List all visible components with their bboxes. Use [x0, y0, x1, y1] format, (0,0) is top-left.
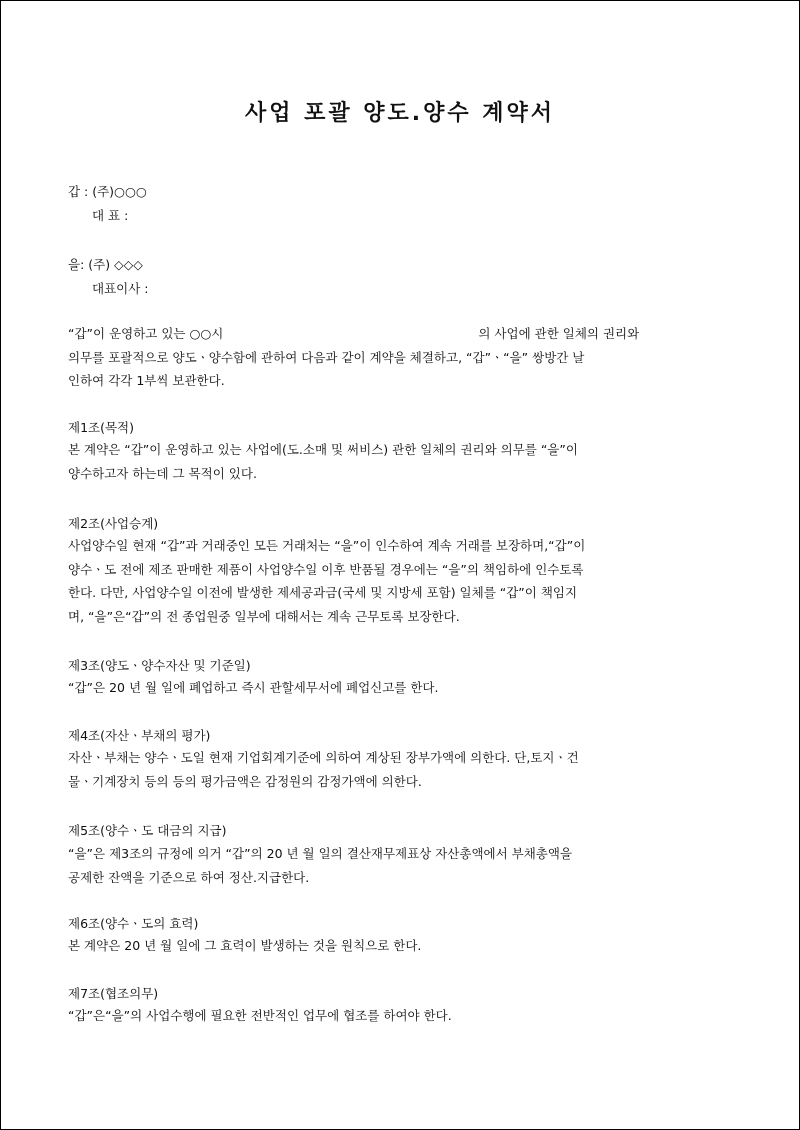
party-a-name: 갑 : (주)○○○	[68, 184, 147, 199]
article-line: 양수하고자 하는데 그 목적이 있다.	[68, 465, 257, 481]
article-line: 물ㆍ기계장치 등의 등의 평가금액은 감정원의 감정가액에 의한다.	[68, 773, 422, 789]
article-3-heading: 제3조(양도ㆍ양수자산 및 기준일)	[68, 658, 251, 673]
preamble-part-2: 의 사업에 관한 일체의 권리와	[478, 326, 640, 341]
party-b-name: 을: (주) ◇◇◇	[68, 257, 143, 272]
article-4-body	[68, 746, 738, 793]
article-line: 자산ㆍ부채는 양수ㆍ도일 현재 기업회계기준에 의하여 계상된 장부가액에 의한다. 단,토지ㆍ건	[68, 750, 579, 765]
preamble	[68, 322, 738, 393]
party-b-representative: 대표이사 :	[92, 281, 149, 296]
article-line: “갑”은 20 년 월 일에 폐업하고 즉시 관할세무서에 폐업신고를 한다.	[68, 680, 439, 695]
preamble-part-1: “갑”이 운영하고 있는 ○○시	[68, 326, 224, 341]
article-line: 본 계약은 20 년 월 일에 그 효력이 발생하는 것을 원칙으로 한다.	[68, 938, 422, 953]
article-line: “을”은 제3조의 규정에 의거 “갑”의 20 년 월 일의 결산재무제표상 자산총액에서 부채총액을	[68, 846, 573, 861]
article-line: 며, “을”은“갑”의 전 종업원중 일부에 대해서는 계속 근무토록 보장한다.	[68, 608, 460, 624]
article-line: 공제한 잔액을 기준으로 하여 정산.지급한다.	[68, 869, 310, 885]
article-line: 양수ㆍ도 전에 제조 판매한 제품이 사업양수일 이후 반품될 경우에는 “을”의 책임하에 인수토록	[68, 561, 584, 577]
article-2-body	[68, 534, 738, 628]
article-line: 본 계약은 “갑”이 운영하고 있는 사업에(도.소매 및 써비스) 관한 일체의 권리와 의무를 “을”이	[68, 442, 578, 457]
article-6-heading: 제6조(양수ㆍ도의 효력)	[68, 916, 199, 931]
article-4-heading: 제4조(자산ㆍ부채의 평가)	[68, 728, 211, 743]
article-line: “갑”은“을”의 사업수행에 필요한 전반적인 업무에 협조를 하여야 한다.	[68, 1008, 452, 1023]
article-5-body	[68, 842, 738, 889]
article-3-body	[68, 676, 738, 700]
preamble-line: 의무를 포괄적으로 양도ㆍ양수함에 관하여 다음과 같이 계약을 체결하고, “갑”ㆍ“을” 쌍방간 날	[68, 349, 585, 365]
party-a-representative: 대 표 :	[92, 208, 129, 223]
article-line: 사업양수일 현재 “갑”과 거래중인 모든 거래처는 “을”이 인수하여 계속 거래를 보장하며,“갑”이	[68, 538, 586, 553]
preamble-line: 인하여 각각 1부씩 보관한다.	[68, 373, 225, 388]
article-1-heading: 제1조(목적)	[68, 420, 135, 435]
article-5-heading: 제5조(양수ㆍ도 대금의 지급)	[68, 823, 227, 838]
preamble-line	[68, 322, 738, 346]
document-title: 사업 포괄 양도.양수 계약서	[244, 101, 556, 126]
article-7-body	[68, 1004, 738, 1028]
article-6-body	[68, 934, 738, 958]
article-2-heading: 제2조(사업승계)	[68, 516, 159, 531]
article-1-body	[68, 438, 738, 485]
article-7-heading: 제7조(협조의무)	[68, 986, 159, 1001]
article-line: 한다. 다만, 사업양수일 이전에 발생한 제세공과금(국세 및 지방세 포함) 일체를 “갑”이 책임지	[68, 585, 578, 600]
